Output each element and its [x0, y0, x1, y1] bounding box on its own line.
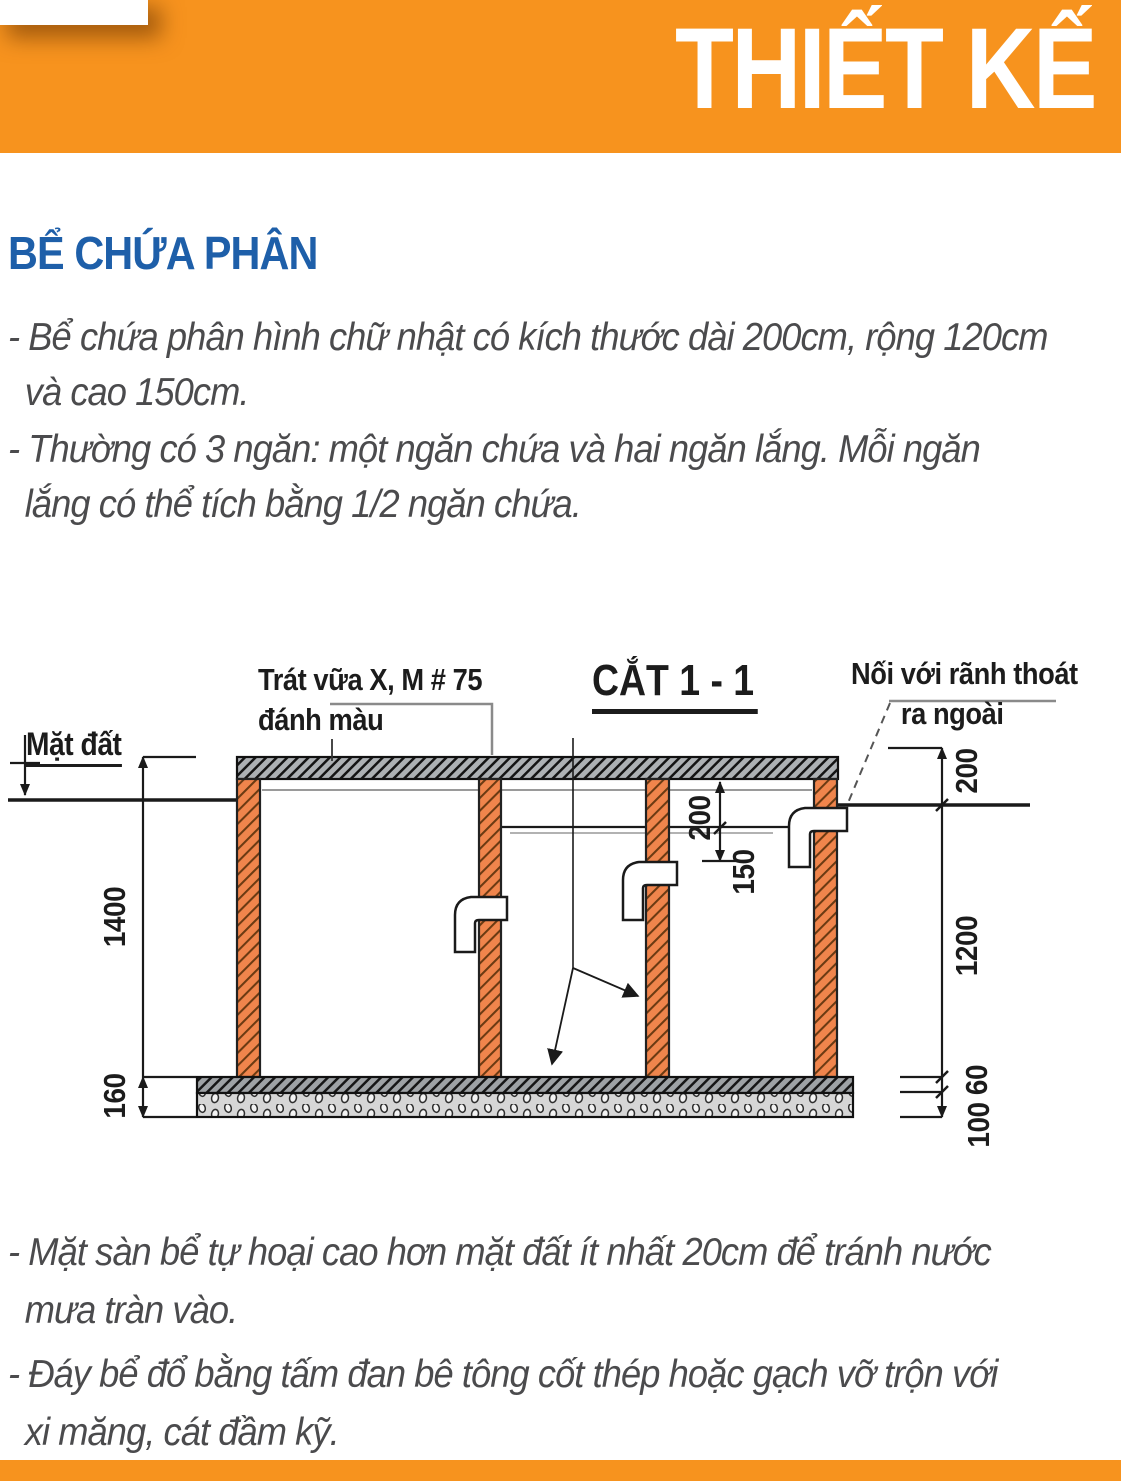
dim-freeboard: 200	[682, 795, 717, 841]
dim-screed-layer: 60	[959, 1064, 994, 1096]
top-slab	[237, 757, 838, 779]
footer-band	[0, 1460, 1121, 1481]
dim-base-slab: 100	[961, 1102, 996, 1148]
partition-wall-1	[479, 779, 501, 1077]
bullet-line: và cao 150cm.	[24, 371, 249, 414]
header-band	[0, 0, 1121, 153]
dim-above-ground: 200	[949, 748, 984, 794]
plaster-label-line2: đánh màu	[258, 702, 384, 737]
section-heading: BỂ CHỨA PHÂN	[8, 227, 318, 279]
septic-tank-section-diagram	[0, 640, 1121, 1200]
dim-inlet-drop: 150	[726, 849, 761, 895]
bullet-line: lắng có thể tích bằng 1/2 ngăn chứa.	[24, 483, 581, 526]
section-title: CẮT 1 - 1	[592, 656, 757, 714]
floor-screed-layer	[197, 1077, 853, 1093]
partition-wall-2	[646, 779, 669, 1077]
bullet-floor-material	[8, 1346, 997, 1462]
bullet-line: - Đáy bể đổ bằng tấm đan bê tông cốt thép hoặc gạch vỡ trộn với	[8, 1353, 998, 1396]
bullet-line: xi măng, cát đầm kỹ.	[24, 1411, 339, 1454]
bullet-line: - Thường có 3 ngăn: một ngăn chứa và hai ngăn lắng. Mỗi ngăn	[8, 428, 980, 471]
header-corner-notch	[0, 0, 148, 25]
floor-concrete-slab	[197, 1093, 853, 1117]
bullet-chambers	[8, 422, 980, 532]
plaster-label-line1: Trát vữa X, M # 75	[258, 662, 483, 697]
dim-tank-depth: 1200	[949, 915, 984, 977]
dim-floor-thickness: 160	[97, 1073, 132, 1119]
outer-wall-left	[237, 779, 260, 1077]
dim-interior-height: 1400	[97, 886, 132, 948]
bullet-line: mưa tràn vào.	[24, 1289, 238, 1332]
outlet-label-line2: ra ngoài	[900, 696, 1004, 731]
bullet-floor-height	[8, 1224, 991, 1340]
ground-label-text: Mặt đất	[26, 726, 121, 767]
outlet-label-line1: Nối với rãnh thoát	[851, 656, 1078, 691]
page-title: THIẾT KẾ	[675, 5, 1095, 133]
brick-walls	[237, 779, 837, 1077]
bullet-line: - Mặt sàn bể tự hoại cao hơn mặt đất ít nhất 20cm để tránh nước	[8, 1231, 991, 1274]
bullet-line: - Bể chứa phân hình chữ nhật có kích thước dài 200cm, rộng 120cm	[8, 316, 1048, 359]
ground-label	[26, 726, 121, 767]
bullet-tank-size	[8, 310, 1047, 420]
